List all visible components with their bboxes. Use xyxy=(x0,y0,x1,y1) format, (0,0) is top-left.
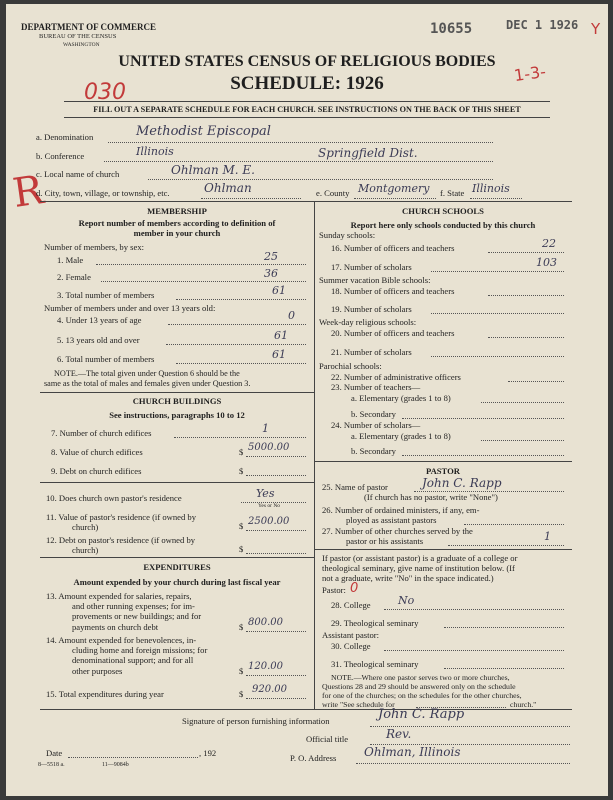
q14-label-4: other purposes xyxy=(72,666,123,676)
q24a-label: a. Elementary (grades 1 to 8) xyxy=(351,431,451,441)
q30-label: 30. College xyxy=(331,641,371,651)
q13-label-3: provements or new buildings; and for xyxy=(72,611,202,621)
pastor-note-4: write "See schedule for xyxy=(322,700,395,709)
q28-label: 28. College xyxy=(331,600,371,610)
parochial-label: Parochial schools: xyxy=(319,361,382,371)
red-number: 030 xyxy=(84,80,126,105)
date-label: Date xyxy=(46,748,63,758)
q13-value: 800.00 xyxy=(248,617,283,628)
q1-value: 25 xyxy=(264,250,278,263)
red-letter: R xyxy=(9,167,47,217)
membership-heading: MEMBERSHIP xyxy=(147,206,207,216)
expenditures-intro: Amount expended by your church during last fiscal year xyxy=(73,577,281,587)
q7-value: 1 xyxy=(262,422,269,435)
q14-value: 120.00 xyxy=(248,661,283,672)
q16-value: 22 xyxy=(542,237,556,250)
q27-value: 1 xyxy=(544,530,551,543)
q18-label: 18. Number of officers and teachers xyxy=(331,286,455,296)
conference-label: b. Conference xyxy=(36,151,85,161)
stamp-number: 10655 xyxy=(430,21,473,37)
q10-hint: Yes or No xyxy=(258,503,281,509)
by-sex-label: Number of members, by sex: xyxy=(44,242,144,252)
denomination-label: a. Denomination xyxy=(36,132,94,142)
q27-label: 27. Number of other churches served by the xyxy=(322,526,473,536)
q21-label: 21. Number of scholars xyxy=(331,347,412,357)
membership-note: NOTE.—The total given under Question 6 should be the xyxy=(54,369,240,378)
membership-note-2: same as the total of males and females given under Question 3. xyxy=(44,379,251,388)
q28-value: No xyxy=(398,594,415,607)
q2-label: 2. Female xyxy=(57,272,91,282)
q27-label-2: pastor or his assistants xyxy=(346,536,424,546)
q7-label: 7. Number of church edifices xyxy=(51,428,152,438)
pastor-note-3: for one of the churches; on the schedules for the other churches, xyxy=(322,691,522,700)
q22-label: 22. Number of administrative officers xyxy=(331,372,461,382)
form-subtitle: SCHEDULE: 1926 xyxy=(230,73,384,94)
q8-label: 8. Value of church edifices xyxy=(51,447,143,457)
age-intro: Number of members under and over 13 years old: xyxy=(44,303,216,313)
graduate-instruction-2: theological seminary, give name of institution below. (If xyxy=(322,563,515,573)
q24b-label: b. Secondary xyxy=(351,446,396,456)
stamp-date: DEC 1 1926 xyxy=(506,18,579,32)
local-name-label: c. Local name of church xyxy=(36,169,120,179)
q8-dollar: $ xyxy=(239,447,244,457)
q11-label-2: church) xyxy=(72,522,99,532)
q13-label-4: payments on church debt xyxy=(72,622,159,632)
header-rule xyxy=(64,117,550,118)
red-mark: 1-3- xyxy=(512,61,548,86)
signature-label: Signature of person furnishing information xyxy=(182,716,330,726)
city-label: d. City, town, village, or township, etc. xyxy=(36,188,170,198)
city-value: Ohlman xyxy=(204,181,252,195)
q4-value: 0 xyxy=(288,309,295,322)
pastor-heading: PASTOR xyxy=(425,466,461,476)
q13-dollar: $ xyxy=(239,622,244,632)
q14-label: 14. Amount expended for benevolences, in- xyxy=(46,635,197,645)
q25-label: 25. Name of pastor xyxy=(322,482,388,492)
summer-label: Summer vacation Bible schools: xyxy=(319,275,431,285)
assistant-pastor-label: Assistant pastor: xyxy=(322,630,380,640)
q12-label-2: church) xyxy=(72,545,99,555)
bureau-city: WASHINGTON xyxy=(63,42,100,48)
q3-value: 61 xyxy=(272,284,286,297)
state-label: f. State xyxy=(440,188,465,198)
address-value: Ohlman, Illinois xyxy=(364,745,461,759)
official-title-value: Rev. xyxy=(386,727,412,741)
q10-value: Yes xyxy=(256,487,275,500)
q26-label: 26. Number of ordained ministers, if any, em- xyxy=(322,505,480,515)
print-code: 11—9084b xyxy=(102,762,129,768)
membership-intro-2: member in your church xyxy=(133,228,221,238)
department-name: DEPARTMENT OF COMMERCE xyxy=(21,22,157,32)
header-rule xyxy=(64,101,550,102)
q11-value: 2500.00 xyxy=(248,516,290,527)
q17-value: 103 xyxy=(536,256,557,269)
buildings-intro: See instructions, paragraphs 10 to 12 xyxy=(109,410,245,420)
q25-value: John C. Rapp xyxy=(422,476,502,490)
pastor-note-5: church." xyxy=(510,700,537,709)
q26-label-2: ployed as assistant pastors xyxy=(346,515,437,525)
q14-label-2: cluding home and foreign missions; for xyxy=(72,645,208,655)
q14-dollar: $ xyxy=(239,666,244,676)
q15-dollar: $ xyxy=(239,689,244,699)
pastor-label: Pastor: xyxy=(322,585,346,595)
q17-label: 17. Number of scholars xyxy=(331,262,412,272)
signature-value: John C. Rapp xyxy=(378,707,465,722)
q9-dollar: $ xyxy=(239,466,244,476)
q10-label: 10. Does church own pastor's residence xyxy=(46,493,182,503)
pastor-note-2: Questions 28 and 29 should be answered only on the schedule xyxy=(322,682,516,691)
q20-label: 20. Number of officers and teachers xyxy=(331,328,455,338)
q12-label: 12. Debt on pastor's residence (if owned by xyxy=(46,535,196,545)
pastor-note: NOTE.—Where one pastor serves two or more churches, xyxy=(331,673,510,682)
q5-label: 5. 13 years old and over xyxy=(57,335,140,345)
q16-label: 16. Number of officers and teachers xyxy=(331,243,455,253)
local-name-value: Ohlman M. E. xyxy=(171,163,255,177)
corner-mark: Y xyxy=(591,20,601,38)
q9-label: 9. Debt on church edifices xyxy=(51,466,142,476)
weekday-label: Week-day religious schools: xyxy=(319,317,417,327)
sunday-label: Sunday schools: xyxy=(319,230,376,240)
q23-label: 23. Number of teachers— xyxy=(331,382,421,392)
date-year: , 192 xyxy=(199,748,217,758)
q12-dollar: $ xyxy=(239,544,244,554)
denomination-value: Methodist Episcopal xyxy=(136,124,271,139)
q24-label: 24. Number of scholars— xyxy=(331,420,421,430)
q15-label: 15. Total expenditures during year xyxy=(46,689,164,699)
form-title: UNITED STATES CENSUS OF RELIGIOUS BODIES xyxy=(118,53,496,70)
q23b-label: b. Secondary xyxy=(351,409,396,419)
census-form xyxy=(6,4,608,796)
q19-label: 19. Number of scholars xyxy=(331,304,412,314)
county-label: e. County xyxy=(316,188,350,198)
q11-dollar: $ xyxy=(239,521,244,531)
form-code: 8—5518 a. xyxy=(38,762,65,768)
q8-value: 5000.00 xyxy=(248,442,290,453)
q14-label-3: denominational support; and for all xyxy=(72,655,194,665)
q13-label: 13. Amount expended for salaries, repairs, xyxy=(46,591,192,601)
q6-value: 61 xyxy=(272,348,286,361)
q6-label: 6. Total number of members xyxy=(57,354,155,364)
q13-label-2: and other running expenses; for im- xyxy=(72,601,195,611)
q29-label: 29. Theological seminary xyxy=(331,618,419,628)
membership-intro: Report number of members according to definition of xyxy=(78,218,276,228)
q3-label: 3. Total number of members xyxy=(57,290,155,300)
q1-label: 1. Male xyxy=(57,255,84,265)
q11-label: 11. Value of pastor's residence (if owned by xyxy=(46,512,196,522)
official-title-label: Official title xyxy=(306,734,349,744)
state-value: Illinois xyxy=(472,182,510,195)
q4-label: 4. Under 13 years of age xyxy=(57,315,142,325)
red-check-mark: 0 xyxy=(350,581,359,596)
q2-value: 36 xyxy=(264,267,278,280)
separate-schedule-instruction: FILL OUT A SEPARATE SCHEDULE FOR EACH CHURCH. SEE INSTRUCTIONS ON THE BACK OF THIS SHEET xyxy=(93,105,521,114)
county-value: Montgomery xyxy=(358,182,430,195)
bureau-name: BUREAU OF THE CENSUS xyxy=(39,33,117,40)
q5-value: 61 xyxy=(274,329,288,342)
buildings-heading: CHURCH BUILDINGS xyxy=(132,396,222,406)
graduate-instruction-3: not a graduate, write "No" in the space indicated.) xyxy=(322,573,494,583)
expenditures-heading: EXPENDITURES xyxy=(143,562,211,572)
conference-value: Illinois xyxy=(136,145,174,158)
schools-heading: CHURCH SCHOOLS xyxy=(402,206,484,216)
q31-label: 31. Theological seminary xyxy=(331,659,419,669)
schools-intro: Report here only schools conducted by this church xyxy=(350,220,536,230)
q23a-label: a. Elementary (grades 1 to 8) xyxy=(351,393,451,403)
q15-value: 920.00 xyxy=(252,684,287,695)
district-value: Springfield Dist. xyxy=(318,146,418,160)
address-label: P. O. Address xyxy=(290,753,337,763)
q25-note: (If church has no pastor, write "None") xyxy=(364,492,498,502)
graduate-instruction: If pastor (or assistant pastor) is a graduate of a college or xyxy=(322,553,518,563)
